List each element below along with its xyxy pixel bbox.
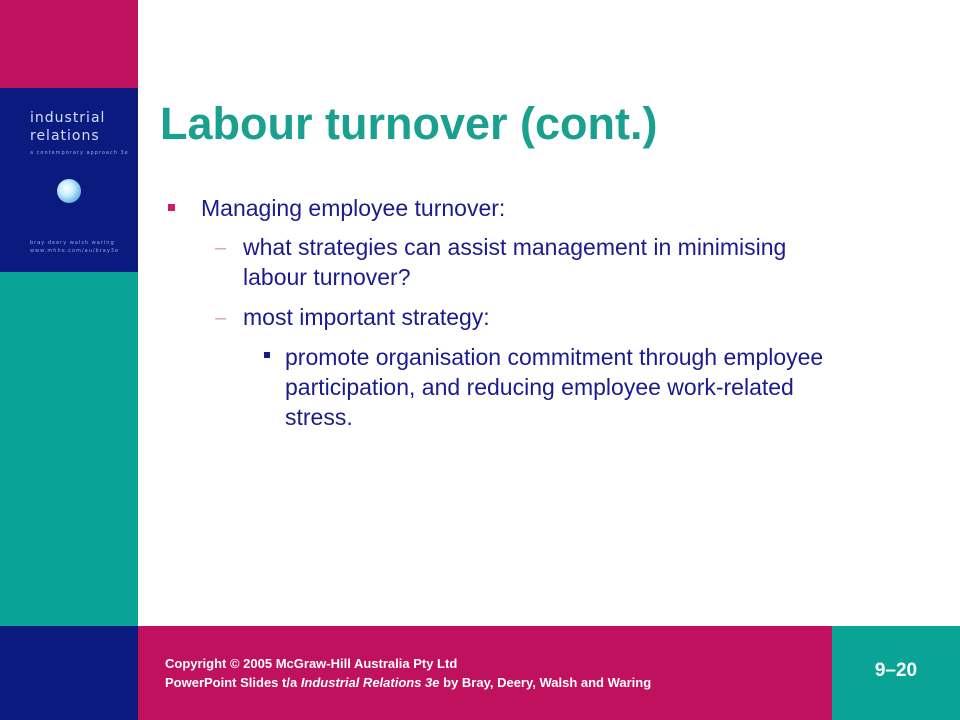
footer-copyright: Copyright © 2005 McGraw-Hill Australia Pty Ltd [165, 656, 458, 671]
book-cover-logo [0, 88, 138, 272]
square-bullet-icon [168, 204, 175, 211]
book-title-line1: industrial [30, 110, 106, 126]
left-bottom-band [0, 626, 138, 720]
dash-bullet-icon: – [215, 307, 227, 329]
sub-bullet-strategies-line1: what strategies can assist management in minimising [243, 234, 787, 260]
sub-bullet-most-important: most important strategy: [243, 304, 490, 330]
book-title-line2: relations [30, 128, 100, 144]
slide-title: Labour turnover (cont.) [160, 98, 658, 149]
bullet-managing-turnover: Managing employee turnover: [201, 195, 506, 221]
footer-band [138, 626, 832, 720]
globe-icon [57, 179, 81, 203]
book-authors: bray deery walsh waring [30, 240, 115, 246]
footer-credit-suffix: by Bray, Deery, Walsh and Waring [439, 675, 652, 690]
book-url: www.mhhe.com/au/bray3e [30, 248, 120, 254]
footer-credit [165, 675, 651, 690]
sub-bullet-strategies-line2: labour turnover? [243, 264, 411, 290]
subsub-bullet-line2: participation, and reducing employee work-related [285, 374, 794, 400]
book-tagline: a contemporary approach 3e [30, 150, 129, 156]
footer-book-name: Industrial Relations 3e [300, 675, 440, 690]
dash-bullet-icon: – [215, 237, 227, 259]
subsub-bullet-line3: stress. [285, 404, 353, 430]
left-mid-band [0, 272, 138, 626]
left-top-band [0, 0, 138, 88]
slide-page-number: 9–20 [874, 660, 918, 681]
subsub-bullet-line1: promote organisation commitment through employee [285, 344, 824, 370]
footer-credit-prefix: PowerPoint Slides t/a [165, 675, 301, 690]
square-bullet-icon [264, 352, 270, 358]
